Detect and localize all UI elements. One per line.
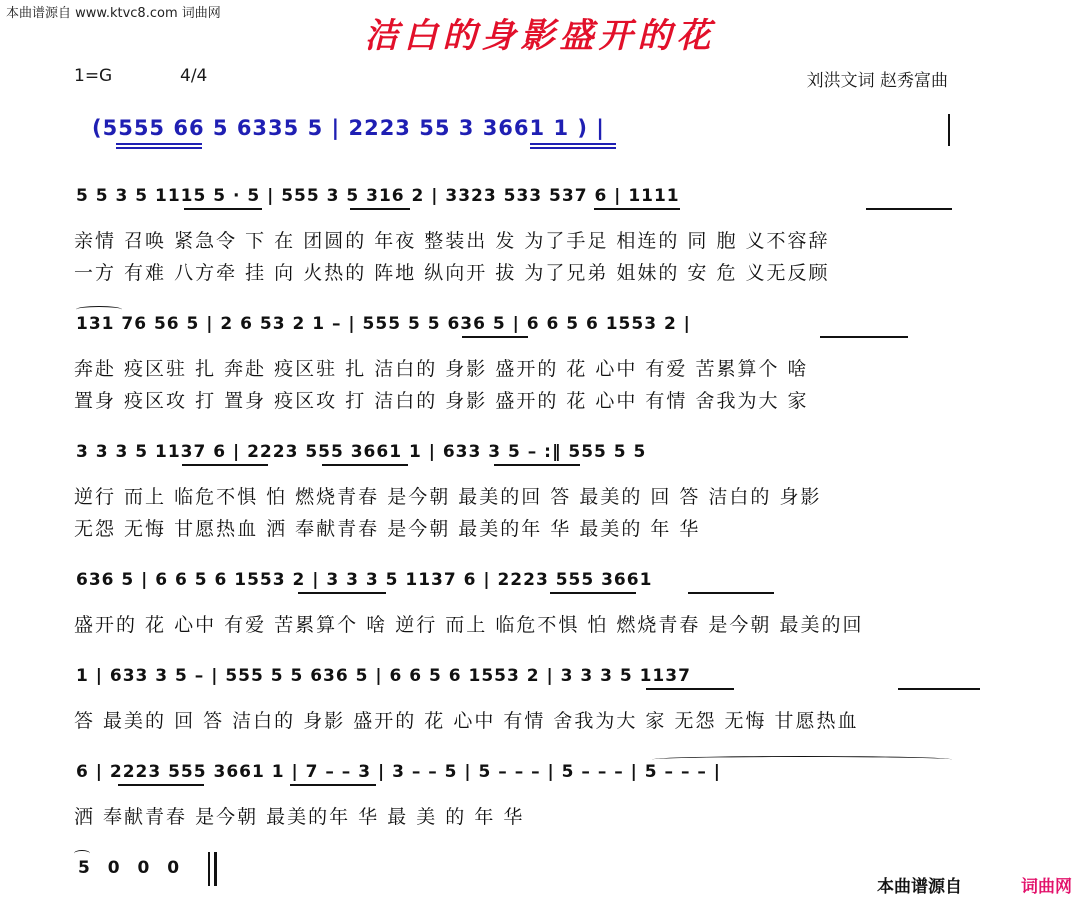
beam-line bbox=[646, 688, 734, 690]
intro-underline bbox=[116, 147, 202, 149]
notes-row-5: 1 | 633 3 5 – | 555 5 5 636 5 | 6 6 5 6 1553 2 | 3 3 3 5 1137 bbox=[76, 666, 691, 686]
intro-underline bbox=[530, 147, 616, 149]
beam-line bbox=[898, 688, 980, 690]
beam-line bbox=[118, 784, 204, 786]
source-url-text: 本曲谱源自 www.ktvc8.com 词曲网 bbox=[6, 6, 221, 21]
lyrics-row-2-verse-2: 置身 疫区攻 打 置身 疫区攻 打 洁白的 身影 盛开的 花 心中 有情 舍我为大 家 bbox=[74, 390, 809, 412]
intro-end-barline bbox=[948, 114, 950, 146]
beam-line bbox=[866, 208, 952, 210]
beam-line bbox=[182, 464, 268, 466]
beam-line bbox=[350, 208, 410, 210]
notes-row-7: 5 0 0 0 bbox=[78, 858, 186, 878]
beam-line bbox=[494, 464, 580, 466]
credits: 刘洪文词 赵秀富曲 bbox=[806, 71, 948, 91]
lyrics-row-6: 洒 奉献青春 是今朝 最美的年 华 最 美 的 年 华 bbox=[74, 806, 525, 828]
beam-line bbox=[290, 784, 376, 786]
beam-line bbox=[688, 592, 774, 594]
key-signature: 1=G bbox=[74, 66, 113, 86]
beam-line bbox=[594, 208, 680, 210]
intro-underline bbox=[530, 143, 616, 145]
beam-line bbox=[322, 464, 408, 466]
song-title: 洁白的身影盛开的花 bbox=[364, 16, 716, 56]
tie-mark bbox=[76, 306, 122, 313]
intro-underline bbox=[116, 143, 202, 145]
beam-line bbox=[184, 208, 262, 210]
beam-line bbox=[298, 592, 386, 594]
tie-mark bbox=[74, 850, 90, 857]
footer-source-text: 本曲谱源自 bbox=[877, 877, 962, 897]
time-signature: 4/4 bbox=[180, 66, 208, 86]
lyrics-row-3-verse-1: 逆行 而上 临危不惧 怕 燃烧青春 是今朝 最美的回 答 最美的 回 答 洁白的 身影 bbox=[74, 486, 822, 508]
intro-notes: (5555 66 5 6335 5 | 2223 55 3 3661 1 ) | bbox=[92, 116, 605, 140]
lyrics-row-1-verse-1: 亲情 召唤 紧急令 下 在 团圆的 年夜 整装出 发 为了手足 相连的 同 胞 义不容辞 bbox=[74, 230, 830, 252]
lyrics-row-4: 盛开的 花 心中 有爱 苦累算个 啥 逆行 而上 临危不惧 怕 燃烧青春 是今朝 最美的回 bbox=[74, 614, 864, 636]
final-barline-thin bbox=[208, 852, 210, 886]
lyrics-row-2-verse-1: 奔赴 疫区驻 扎 奔赴 疫区驻 扎 洁白的 身影 盛开的 花 心中 有爱 苦累算个 啥 bbox=[74, 358, 809, 380]
footer-site-logo: 词曲网 bbox=[1021, 877, 1072, 897]
beam-line bbox=[550, 592, 636, 594]
beam-line bbox=[820, 336, 908, 338]
notes-row-1: 5 5 3 5 1115 5 · 5 | 555 3 5 316 2 | 3323 533 537 6 | 1111 bbox=[76, 186, 680, 206]
lyrics-row-1-verse-2: 一方 有难 八方牵 挂 向 火热的 阵地 纵向开 拔 为了兄弟 姐妹的 安 危 义无反顾 bbox=[74, 262, 830, 284]
final-barline-thick bbox=[214, 852, 217, 886]
notes-row-2: 131 76 56 5 | 2 6 53 2 1 – | 555 5 5 636 5 | 6 6 5 6 1553 2 | bbox=[76, 314, 691, 334]
beam-line bbox=[462, 336, 528, 338]
notes-row-4: 636 5 | 6 6 5 6 1553 2 | 3 3 3 5 1137 6 | 2223 555 3661 bbox=[76, 570, 653, 590]
notes-row-3: 3 3 3 5 1137 6 | 2223 555 3661 1 | 633 3 5 – :‖ 555 5 5 bbox=[76, 442, 647, 462]
notes-row-6: 6 | 2223 555 3661 1 | 7 – – 3 | 3 – – 5 | 5 – – – | 5 – – – | 5 – – – | bbox=[76, 762, 722, 782]
lyrics-row-3-verse-2: 无怨 无悔 甘愿热血 洒 奉献青春 是今朝 最美的年 华 最美的 年 华 bbox=[74, 518, 701, 540]
lyrics-row-5: 答 最美的 回 答 洁白的 身影 盛开的 花 心中 有情 舍我为大 家 无怨 无悔 甘愿热血 bbox=[74, 710, 859, 732]
tie-mark bbox=[652, 756, 952, 763]
